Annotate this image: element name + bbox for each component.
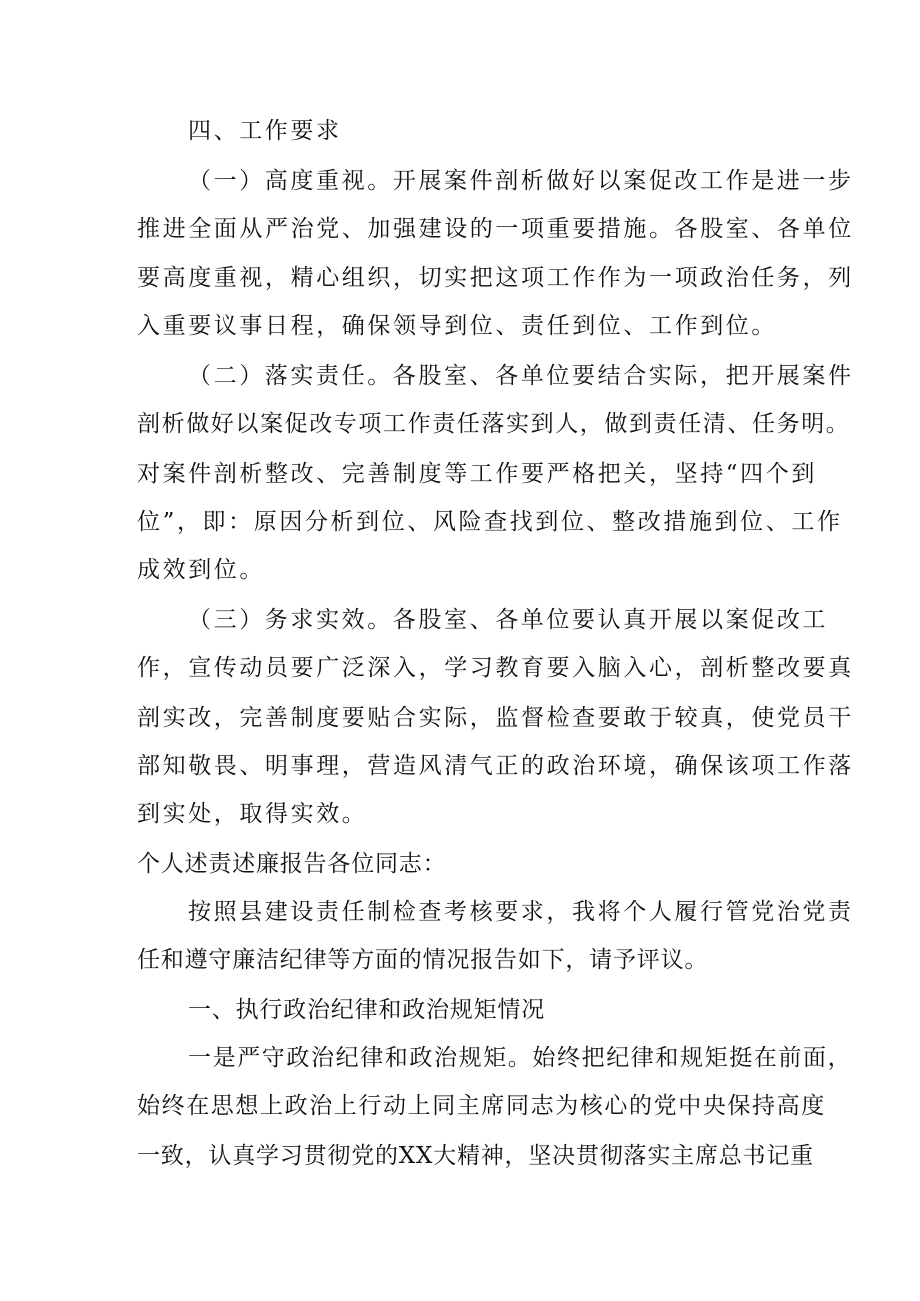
paragraph-line: 任和遵守廉洁纪律等方面的情况报告如下，请予评议。 (137, 947, 709, 973)
paragraph-line: （一）高度重视。开展案件剖析做好以案促改工作是进一步 (188, 168, 854, 194)
paragraph-line: 部知敬畏、明事理，营造风清气正的政治环境，确保该项工作落 (137, 753, 854, 779)
paragraph-line: 一是严守政治纪律和政治规矩。始终把纪律和规矩挺在前面， (188, 1045, 853, 1071)
report-salutation: 个人述责述廉报告各位同志： (137, 851, 447, 877)
paragraph-line: 入重要议事日程，确保领导到位、责任到位、工作到位。 (137, 313, 777, 339)
paragraph-line: （三）务求实效。各股室、各单位要认真开展以案促改工 (188, 607, 828, 633)
paragraph-line: 到实处，取得实效。 (137, 801, 368, 827)
paragraph-line: 按照县建设责任制检查考核要求，我将个人履行管党治党责 (188, 899, 854, 925)
section-heading: 四、工作要求 (188, 118, 342, 144)
paragraph-line: 一致，认真学习贯彻党的XX大精神，坚决贯彻落实主席总书记重 (137, 1143, 814, 1169)
paragraph-line: 剖实改，完善制度要贴合实际，监督检查要敢于较真，使党员干 (137, 705, 854, 731)
paragraph-line: 作，宣传动员要广泛深入，学习教育要入脑入心，剖析整改要真 (137, 655, 854, 681)
paragraph-line: 对案件剖析整改、完善制度等工作要严格把关，坚持“四个到 (137, 461, 817, 487)
paragraph-line: 剖析做好以案促改专项工作责任落实到人，做到责任清、任务明。 (137, 411, 851, 437)
section-heading: 一、执行政治纪律和政治规矩情况 (188, 997, 545, 1023)
paragraph-line: 位”，即：原因分析到位、风险查找到位、整改措施到位、工作 (137, 509, 843, 535)
paragraph-line: 要高度重视，精心组织，切实把这项工作作为一项政治任务，列 (137, 265, 854, 291)
paragraph-line: 成效到位。 (137, 557, 265, 583)
paragraph-line: （二）落实责任。各股室、各单位要结合实际，把开展案件 (188, 363, 854, 389)
paragraph-line: 始终在思想上政治上行动上同主席同志为核心的党中央保持高度 (137, 1093, 826, 1119)
paragraph-line: 推进全面从严治党、加强建设的一项重要措施。各股室、各单位 (137, 216, 854, 242)
